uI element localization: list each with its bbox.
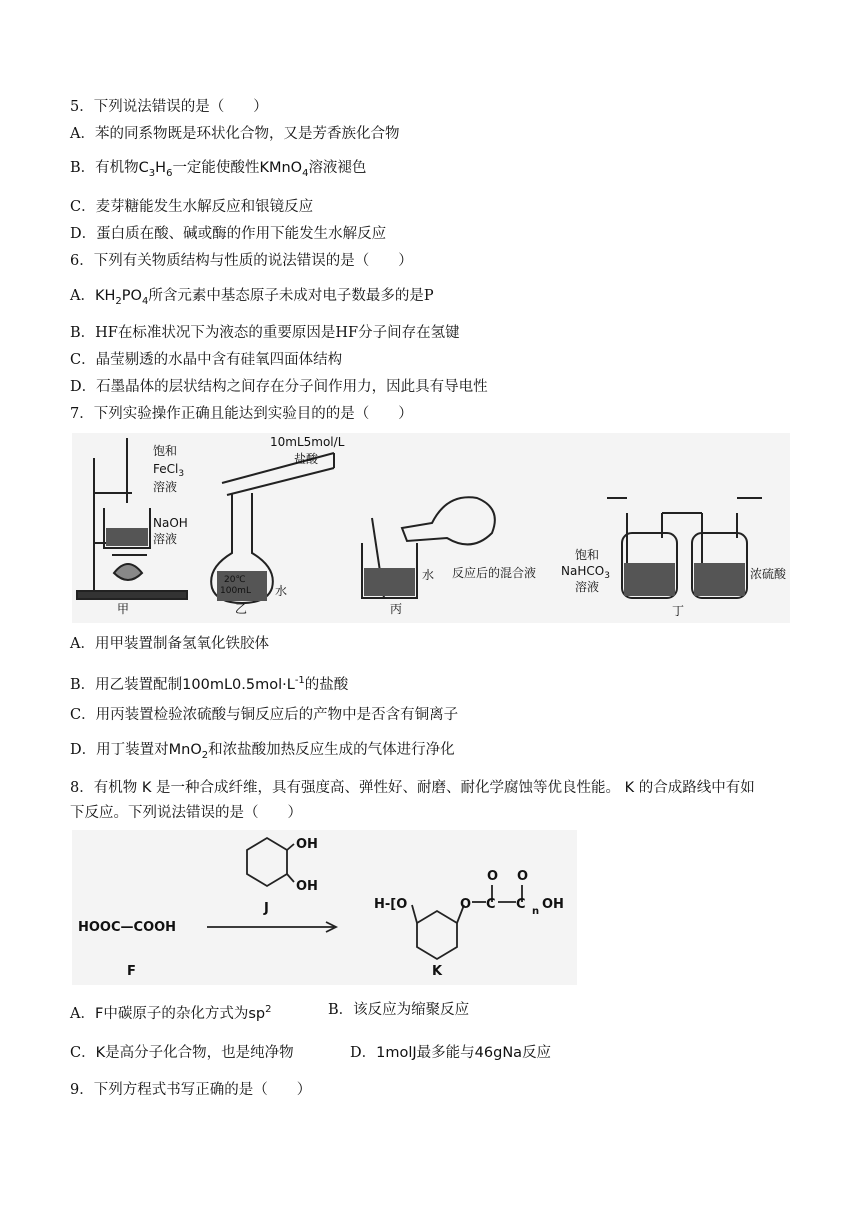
naoh-label-2: 溶液 (153, 532, 178, 546)
q8-option-b: B．该反应为缩聚反应 (328, 1002, 470, 1018)
apparatus-jia-label: 甲 (117, 602, 130, 616)
fecl3-label-3: 溶液 (153, 480, 178, 494)
k-right-oh: OH (542, 897, 564, 912)
q7-option-a: A．用甲装置制备氢氧化铁胶体 (70, 636, 269, 652)
nahco3-label-2: NaHCO$_3$ (561, 564, 610, 581)
q8-option-c: C．K是高分子化合物，也是纯净物 (70, 1045, 294, 1061)
compound-k-label: K (432, 964, 443, 979)
water-label-yi: 水 (275, 584, 288, 598)
apparatus-yi-label: 乙 (235, 602, 248, 616)
q6-option-d: D．石墨晶体的层状结构之间存在分子间作用力，因此具有导电性 (70, 379, 488, 395)
k-repeat-n: n (532, 906, 540, 917)
q8-option-d: D．1molJ最多能与46gNa反应 (350, 1045, 552, 1061)
q9-stem: 9．下列方程式书写正确的是（ ） (70, 1082, 312, 1098)
q8-stem-line-1: 8．有机物 K 是一种合成纤维，具有强度高、弹性好、耐磨、耐化学腐蚀等优良性能。 K 的合成路线中有如 (70, 780, 755, 796)
apparatus-bing-label: 丙 (390, 602, 403, 616)
q7-option-d: D．用丁装置对MnO$_2$和浓盐酸加热反应生成的气体进行净化 (70, 742, 455, 761)
hcl-label-1: 10mL5mol/L (270, 435, 345, 449)
k-carbon-1: C (486, 897, 496, 912)
fecl3-label-1: 饱和 (153, 444, 178, 458)
mixture-label: 反应后的混合液 (452, 566, 537, 580)
naoh-label-1: NaOH (153, 516, 188, 530)
hcl-label-2: 盐酸 (294, 452, 319, 466)
q6-option-a: A．$KH_2PO_4$所含元素中基态原子未成对电子数最多的是P (70, 288, 434, 307)
q6-option-b: B．HF在标准状况下为液态的重要原因是HF分子间存在氢键 (70, 325, 460, 341)
q7-stem: 7．下列实验操作正确且能达到实验目的的是（ ） (70, 406, 413, 422)
reagent-j-label: J (264, 901, 269, 916)
q5-option-b: B．有机物$C_3H_6$一定能使酸性KMnO$_4$溶液褪色 (70, 160, 367, 179)
k-carbon-2: C (516, 897, 526, 912)
k-left-end: H-[O (374, 897, 408, 912)
flask-label-2: 100mL (220, 586, 251, 596)
flask-label-1: 20℃ (224, 575, 246, 585)
q6-option-c: C．晶莹剔透的水晶中含有硅氧四面体结构 (70, 352, 343, 368)
q8-stem-line-2: 下反应。下列说法错误的是（ ） (70, 805, 302, 821)
k-carbonyl-o-1: O (487, 869, 499, 884)
q5-option-d: D．蛋白质在酸、碱或酶的作用下能发生水解反应 (70, 226, 387, 242)
q6-stem: 6．下列有关物质结构与性质的说法错误的是（ ） (70, 253, 413, 269)
q8-reaction-figure (72, 830, 577, 985)
j-oh-top: OH (296, 837, 318, 852)
j-oh-bottom: OH (296, 879, 318, 894)
q7-option-b: B．用乙装置配制$100mL0.5mol\cdot L^{-1}$的盐酸 (70, 675, 349, 693)
fecl3-label-2: FeCl$_3$ (153, 462, 185, 479)
water-label-bing: 水 (422, 568, 435, 582)
q5-option-a: A．苯的同系物既是环状化合物，又是芳香族化合物 (70, 126, 400, 142)
q8-option-a: A．F中碳原子的杂化方式为$sp^2$ (70, 1004, 272, 1022)
q5-stem: 5．下列说法错误的是（ ） (70, 99, 268, 115)
q7-apparatus-figure (72, 433, 790, 623)
compound-f-label: F (127, 964, 136, 979)
nahco3-label-3: 溶液 (575, 580, 600, 594)
f-formula: HOOC—COOH (78, 920, 177, 935)
apparatus-ding-label: 丁 (672, 604, 685, 618)
k-carbonyl-o-2: O (517, 869, 529, 884)
q7-option-c: C．用丙装置检验浓硫酸与铜反应后的产物中是否含有铜离子 (70, 707, 459, 723)
k-ester-o: O (460, 897, 472, 912)
nahco3-label-1: 饱和 (575, 548, 600, 562)
h2so4-label: 浓硫酸 (750, 567, 787, 581)
q5-option-c: C．麦芽糖能发生水解反应和银镜反应 (70, 199, 314, 215)
